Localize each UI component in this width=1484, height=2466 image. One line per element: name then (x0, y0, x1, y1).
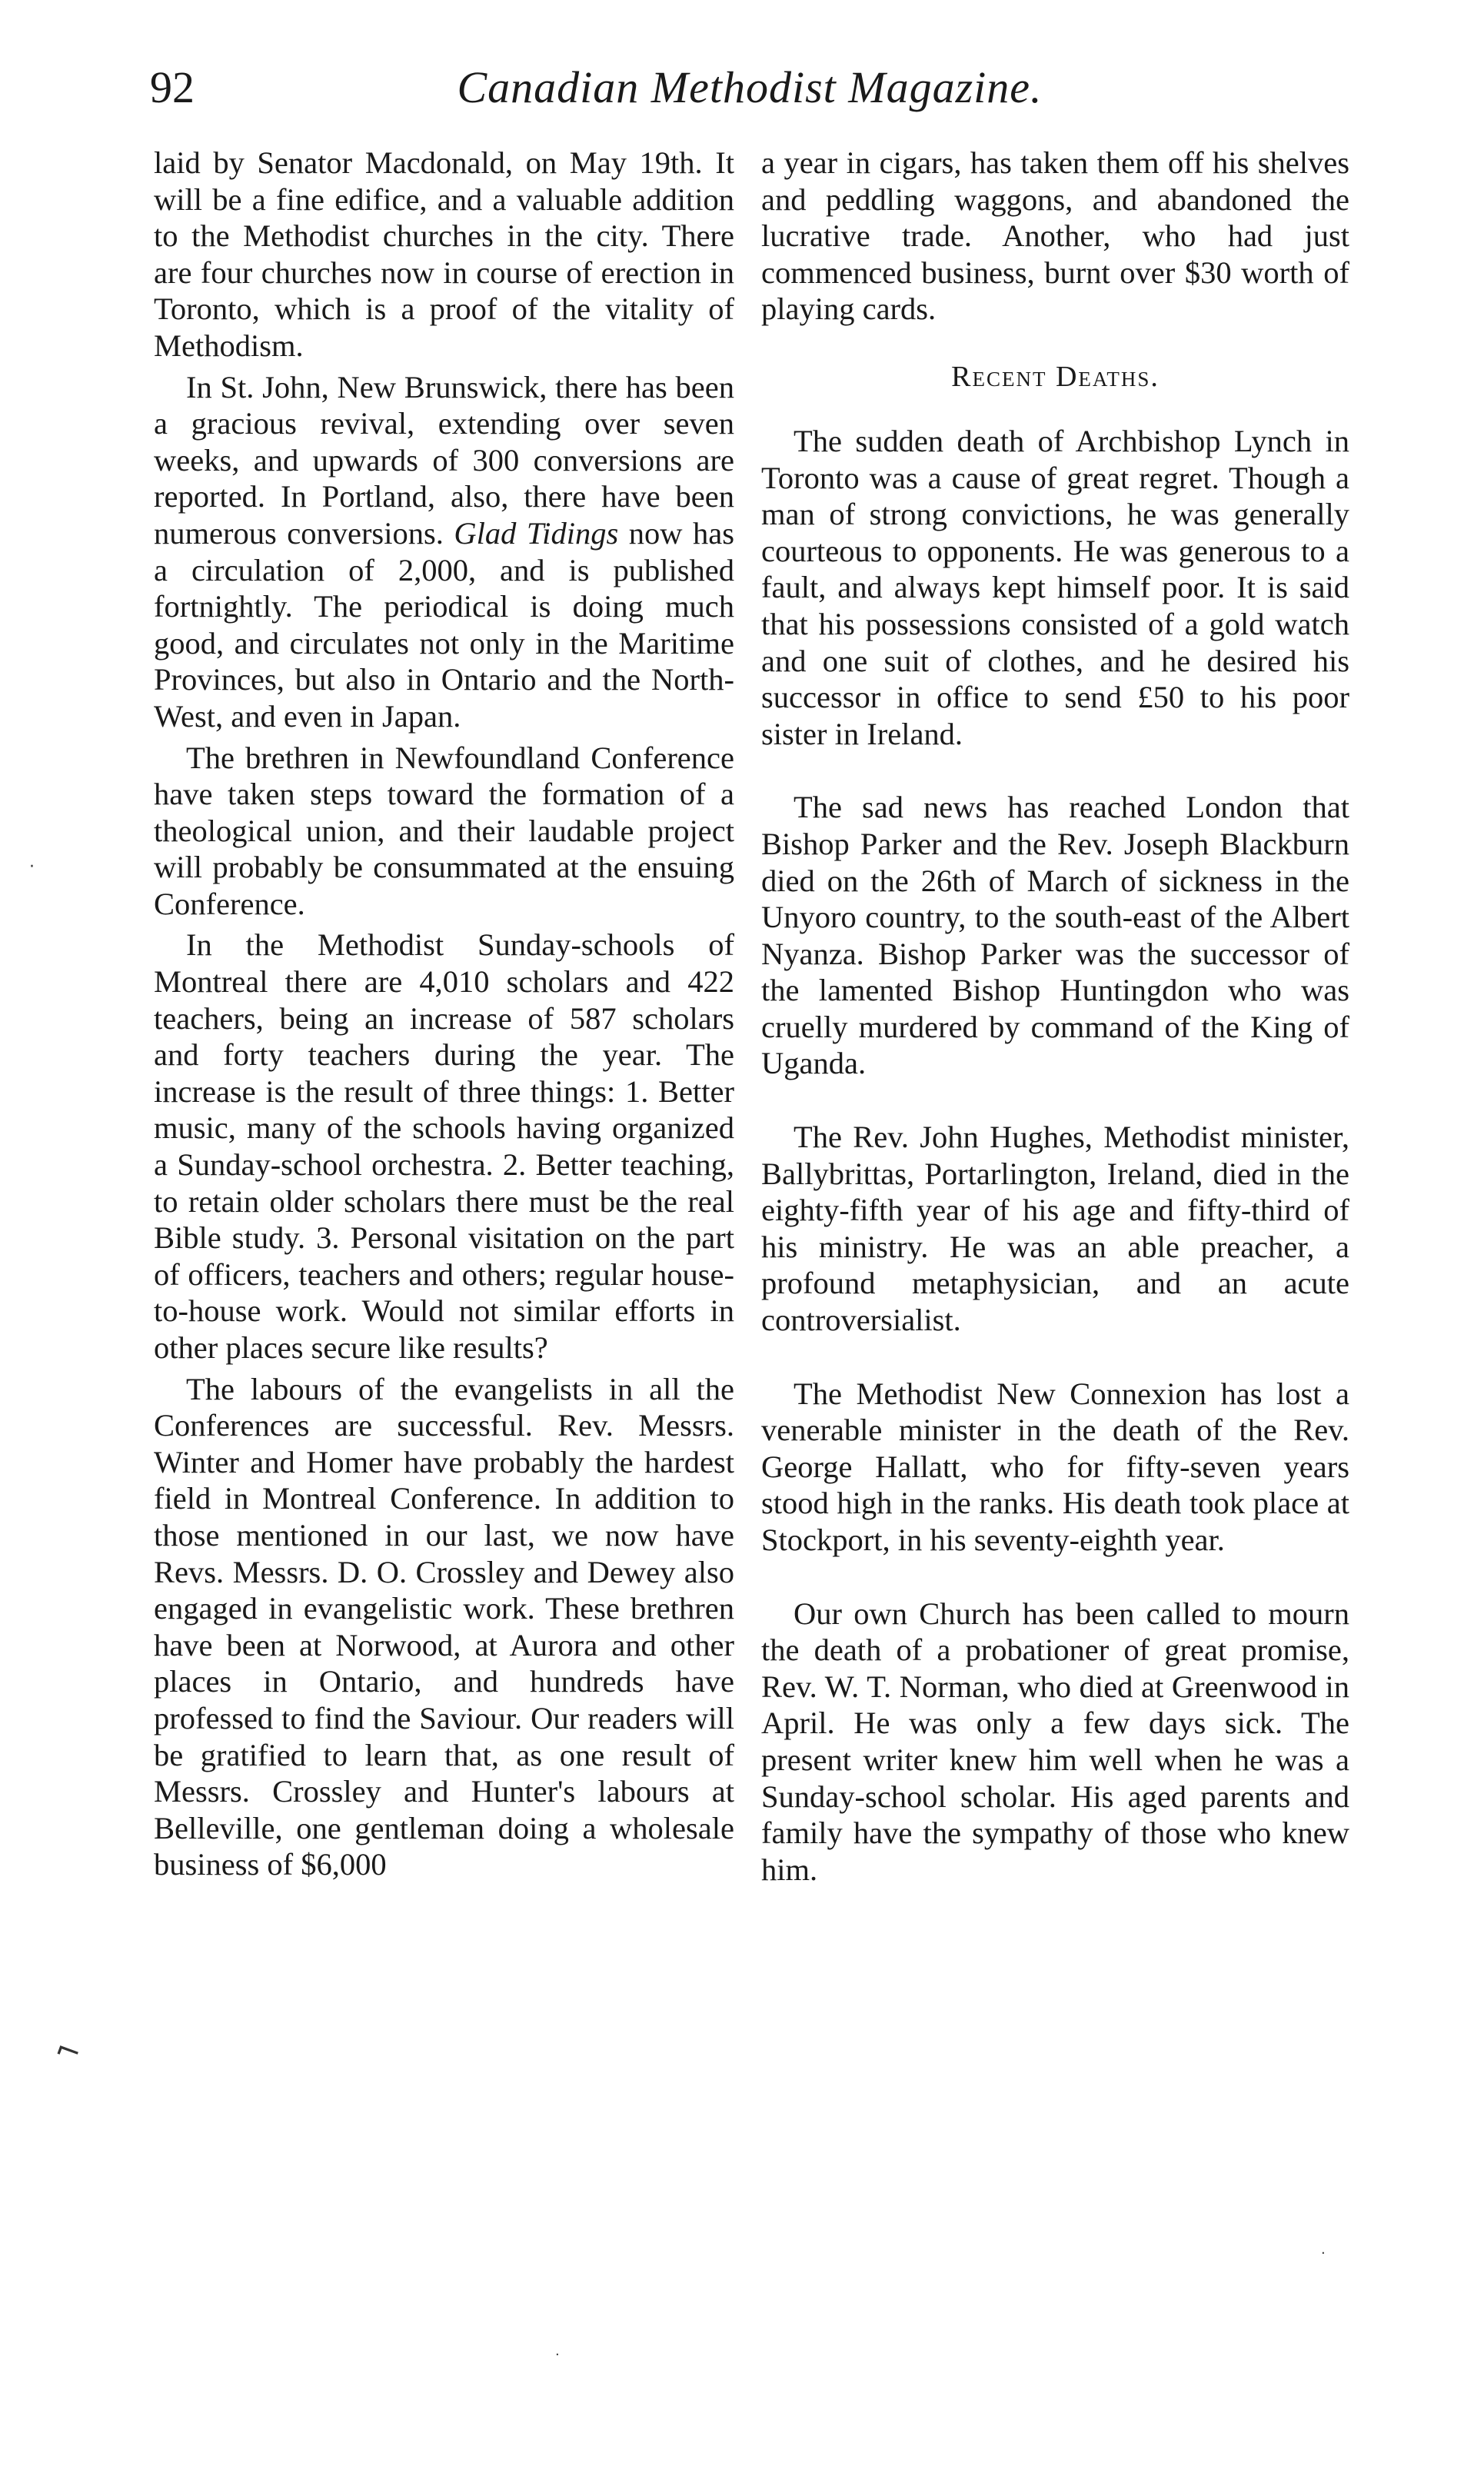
right-column (761, 145, 1349, 1888)
scan-speck-mark: · (29, 857, 35, 877)
paragraph-church-edifice: laid by Senator Macdonald, on May 19th. It will be a fine edifice, and a valuable addition to the Methodist churches in the city. There are four churches now in course of erection in Toronto, which is a proof of the vitality of Methodism. (154, 145, 734, 363)
page-header (150, 57, 1349, 126)
left-column (154, 145, 734, 1883)
scan-dot-mark: · (555, 2347, 560, 2363)
periodical-title: Glad Tidings (454, 515, 619, 551)
paragraph-newfoundland-conference: The brethren in Newfoundland Conference have taken steps toward the formation of a theological union, and their laudable project will probably be consummated at the ensuing Conference. (154, 740, 734, 921)
page-number: 92 (150, 62, 195, 112)
running-title: Canadian Methodist Magazine. (457, 62, 1043, 112)
scan-dot-mark-right: · (1321, 2245, 1326, 2261)
paragraph-st-john-revival (154, 369, 734, 735)
paragraph-evangelists: The labours of the evangelists in all the Conferences are successful. Rev. Messrs. Winter and Homer have probably the hardest field in Montreal Conference. In addition to those mentioned in our last, we now have Revs. Messrs. D. O. Crossley and Dewey also engaged in evangelistic work. These brethren have been at Norwood, at Aurora and other places in Ontario, and hundreds have professed to find the Saviour. Our readers will be gratified to learn that, as one result of Messrs. Crossley and Hunter's labours at Belleville, one gentleman doing a wholesale business of $6,000 (154, 1371, 734, 1882)
paragraph-cigar-trade: a year in cigars, has taken them off his shelves and peddling waggons, and abandoned the lucrative trade. Another, who had just commenced business, burnt over $30 worth of playing cards. (761, 145, 1349, 327)
revival-text-continued: now has a circulation of 2,000, and is published fortnightly. The periodical is doing much good, and circulates not only in the Maritime Provinces, but also in Ontario and the North-West, and even in Japan. (154, 515, 734, 734)
paragraph-montreal-sunday-schools: In the Methodist Sunday-schools of Montreal there are 4,010 scholars and 422 teachers, being an increase of 587 scholars and forty teachers during the year. The increase is the result of three things: 1. Better music, many of the schools having organized a Sunday-school orchestra. 2. Better teaching, to retain older scholars there must be the real Bible study. 3. Personal visitation on the part of officers, teachers and others; regular house-to-house work. Would not similar efforts in other places secure like results? (154, 927, 734, 1365)
paragraph-john-hughes: The Rev. John Hughes, Methodist minister, Ballybrittas, Portarlington, Ireland, died in the eighty-fifth year of his age and fifty-third of his ministry. He was an able preacher, a profound metaphysician, and an acute controversialist. (761, 1120, 1349, 1338)
scan-stroke-mark: ⌐ (50, 2030, 87, 2073)
paragraph-george-hallatt: The Methodist New Connexion has lost a venerable minister in the death of the Rev. George Hallatt, who for fifty-seven years stood high in the ranks. His death took place at Stockport, in his seventy-eighth year. (761, 1376, 1349, 1557)
section-heading-recent-deaths: Recent Deaths. (951, 360, 1160, 393)
revival-text: In St. John, New Brunswick, there has been a gracious revival, extending over seven weeks, and upwards of 300 conversions are reported. In Portland, also, there have been numerous conversions. (154, 369, 734, 551)
paragraph-archbishop-lynch: The sudden death of Archbishop Lynch in Toronto was a cause of great regret. Though a man of strong convictions, he was generally courteous to opponents. He was generous to a fault, and always kept himself poor. It is said that his possessions consisted of a gold watch and one suit of clothes, and he desired his successor in office to send £50 to his poor sister in Ireland. (761, 423, 1349, 751)
paragraph-w-t-norman: Our own Church has been called to mourn the death of a probationer of great promise, Rev. W. T. Norman, who died at Greenwood in April. He was only a few days sick. The present writer knew him well when he was a Sunday-school scholar. His aged parents and family have the sympathy of those who knew him. (761, 1596, 1349, 1887)
paragraph-bishop-parker: The sad news has reached London that Bishop Parker and the Rev. Joseph Blackburn died on the 26th of March of sickness in the Unyoro country, to the south-east of the Albert Nyanza. Bishop Parker was the successor of the lamented Bishop Huntingdon who was cruelly murdered by command of the King of Uganda. (761, 790, 1349, 1081)
